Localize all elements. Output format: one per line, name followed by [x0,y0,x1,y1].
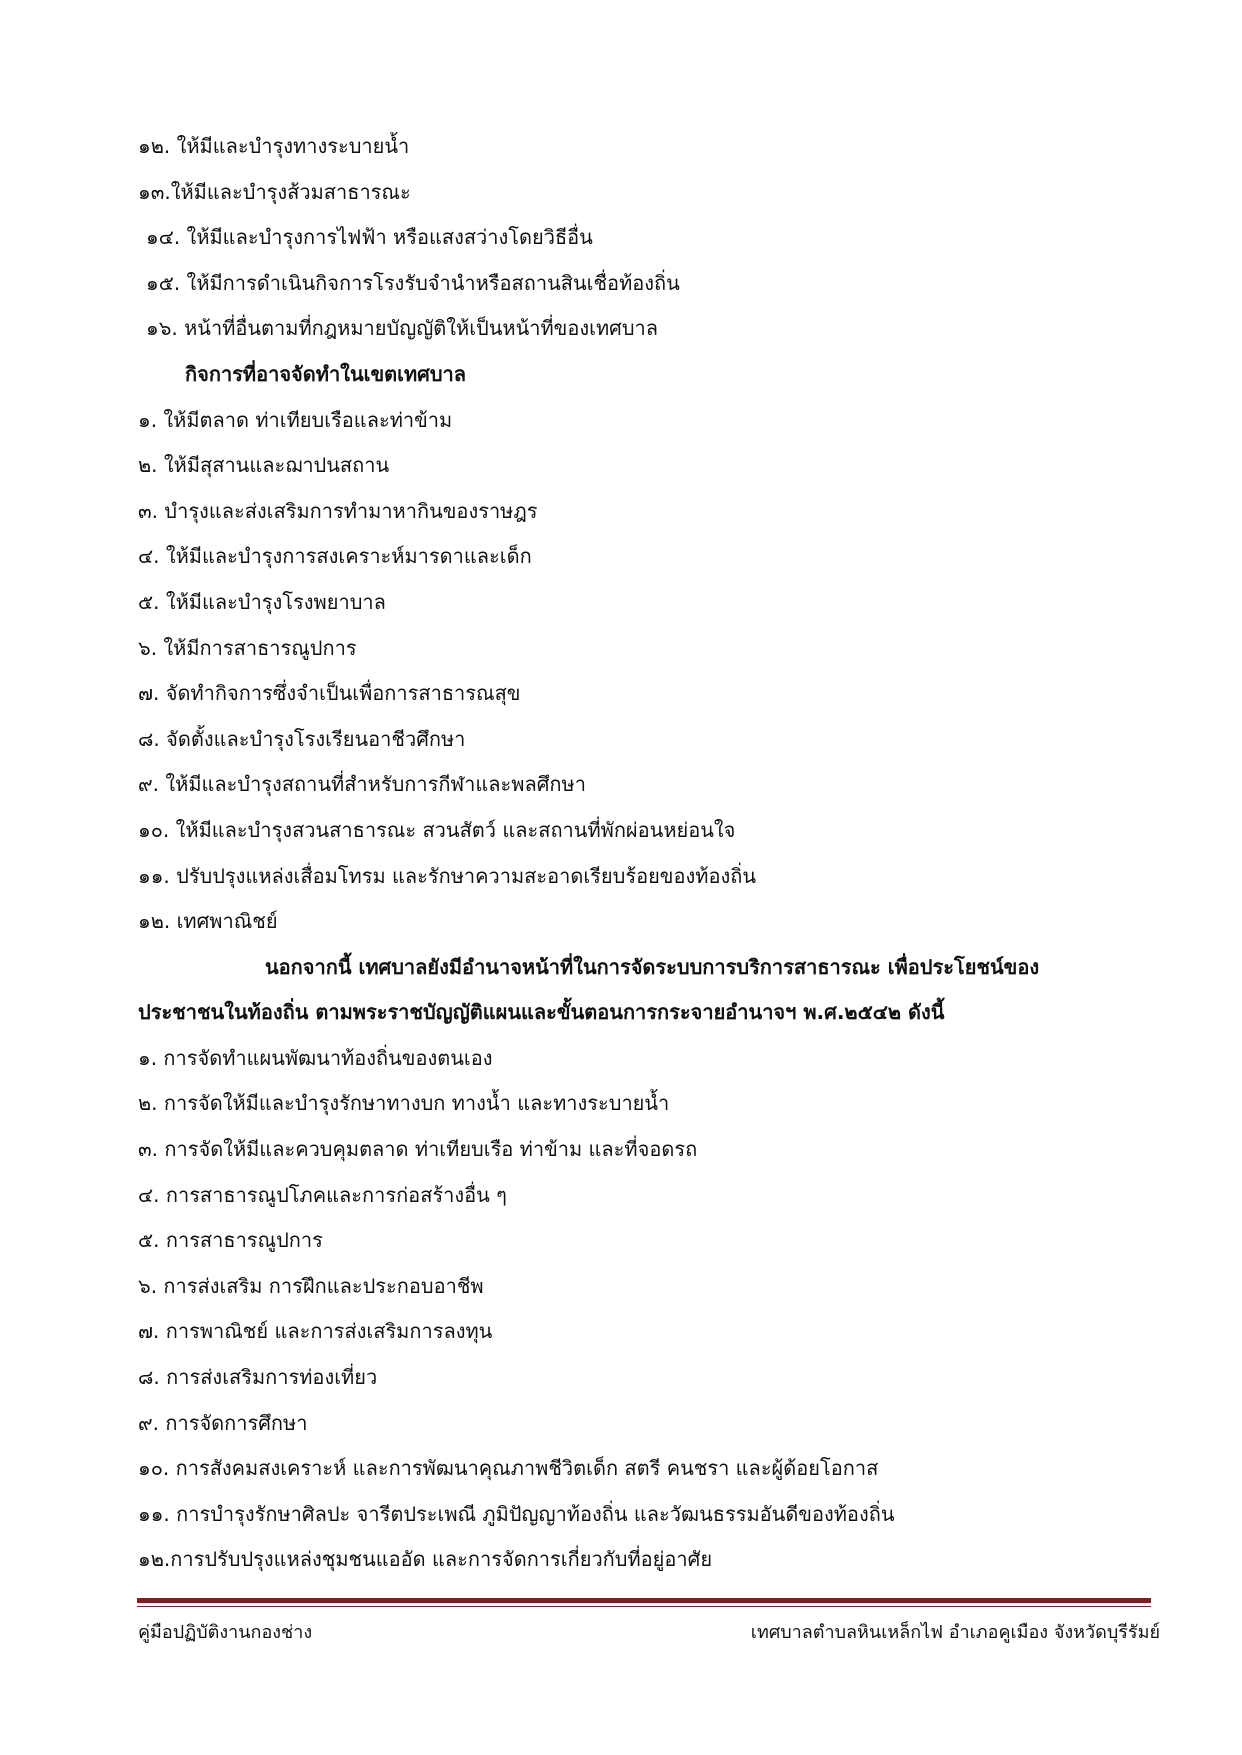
list-item: ๘. จัดตั้งและบำรุงโรงเรียนอาชีวศึกษา [138,726,466,751]
list-item: ๒. การจัดให้มีและบำรุงรักษาทางบก ทางน้ำ และทางระบายน้ำ [138,1091,670,1116]
document-body [138,124,1138,1583]
list-item: ๒. ให้มีสุสานและฌาปนสถาน [138,453,390,478]
list-item: ๑. ให้มีตลาด ท่าเทียบเรือและท่าข้าม [138,407,453,432]
footer-divider [137,1598,1151,1603]
list-item: ๑๐. การสังคมสงเคราะห์ และการพัฒนาคุณภาพชีวิตเด็ก สตรี คนชรา และผู้ด้อยโอกาส [138,1456,879,1481]
list-item: ๑๑. การบำรุงรักษาศิลปะ จารีตประเพณี ภูมิปัญญาท้องถิ่น และวัฒนธรรมอันดีของท้องถิ่น [138,1501,895,1526]
list-item: ๕. ให้มีและบำรุงโรงพยาบาล [138,589,386,614]
list-item: ๑๖. หน้าที่อื่นตามที่กฎหมายบัญญัติให้เป็นหน้าที่ของเทศบาล [146,316,659,341]
list-item: ๑๓.ให้มีและบำรุงส้วมสาธารณะ [138,179,411,204]
list-item: ๑๔. ให้มีและบำรุงการไฟฟ้า หรือแสงสว่างโดยวิธีอื่น [146,225,593,250]
list-item: ๔. ให้มีและบำรุงการสงเคราะห์มารดาและเด็ก [138,544,532,569]
list-item: ๓. บำรุงและส่งเสริมการทำมาหากินของราษฎร [138,498,538,523]
list-item: ๑๒.การปรับปรุงแหล่งชุมชนแออัด และการจัดการเกี่ยวกับที่อยู่อาศัย [138,1547,713,1572]
list-item: ๙. การจัดการศึกษา [138,1410,308,1435]
list-item: ๔. การสาธารณูปโภคและการก่อสร้างอื่น ๆ [138,1182,507,1207]
list-item: ๗. การพาณิชย์ และการส่งเสริมการลงทุน [138,1319,493,1344]
list-item: ๖. ให้มีการสาธารณูปการ [138,635,357,660]
list-item: ๑๒. ให้มีและบำรุงทางระบายน้ำ [138,134,410,158]
list-item: ๑๒. เทศพาณิชย์ [138,909,278,934]
list-item: ๖. การส่งเสริม การฝึกและประกอบอาชีพ [138,1273,484,1298]
footer-manual-title: คู่มือปฏิบัติงานกองช่าง [138,1622,313,1643]
list-item: ๗. จัดทำกิจการซึ่งจำเป็นเพื่อการสาธารณสุข [138,681,521,706]
list-item: ๙. ให้มีและบำรุงสถานที่สำหรับการกีฬาและพลศึกษา [138,772,586,797]
list-item: ๕. การสาธารณูปการ [138,1228,323,1253]
list-item: ๑. การจัดทำแผนพัฒนาท้องถิ่นของตนเอง [138,1045,493,1070]
list-item: ๑๕. ให้มีการดำเนินกิจการโรงรับจำนำหรือสถานสินเชื่อท้องถิ่น [146,270,680,295]
section-heading: กิจการที่อาจจัดทำในเขตเทศบาล [185,361,467,386]
list-item: ๑๑. ปรับปรุงแหล่งเสื่อมโทรม และรักษาความสะอาดเรียบร้อยของท้องถิ่น [138,863,756,888]
footer-organization: เทศบาลตำบลหินเหล็กไฟ อำเภอคูเมือง จังหวัดบุรีรัมย์ [750,1622,1160,1643]
list-item: ๑๐. ให้มีและบำรุงสวนสาธารณะ สวนสัตว์ และสถานที่พักผ่อนหย่อนใจ [138,817,736,842]
list-item: ๓. การจัดให้มีและควบคุมตลาด ท่าเทียบเรือ ท่าข้าม และที่จอดรถ [138,1137,698,1162]
list-item: ๘. การส่งเสริมการท่องเที่ยว [138,1365,378,1390]
paragraph-line: ประชาชนในท้องถิ่น ตามพระราชบัญญัติแผนและขั้นตอนการกระจายอำนาจฯ พ.ศ.๒๕๔๒ ดังนี้ [138,1000,945,1025]
footer-divider-thin [137,1606,1151,1607]
paragraph-line: นอกจากนี้ เทศบาลยังมีอำนาจหน้าที่ในการจัดระบบการบริการสาธารณะ เพื่อประโยชน์ของ [265,954,1040,979]
